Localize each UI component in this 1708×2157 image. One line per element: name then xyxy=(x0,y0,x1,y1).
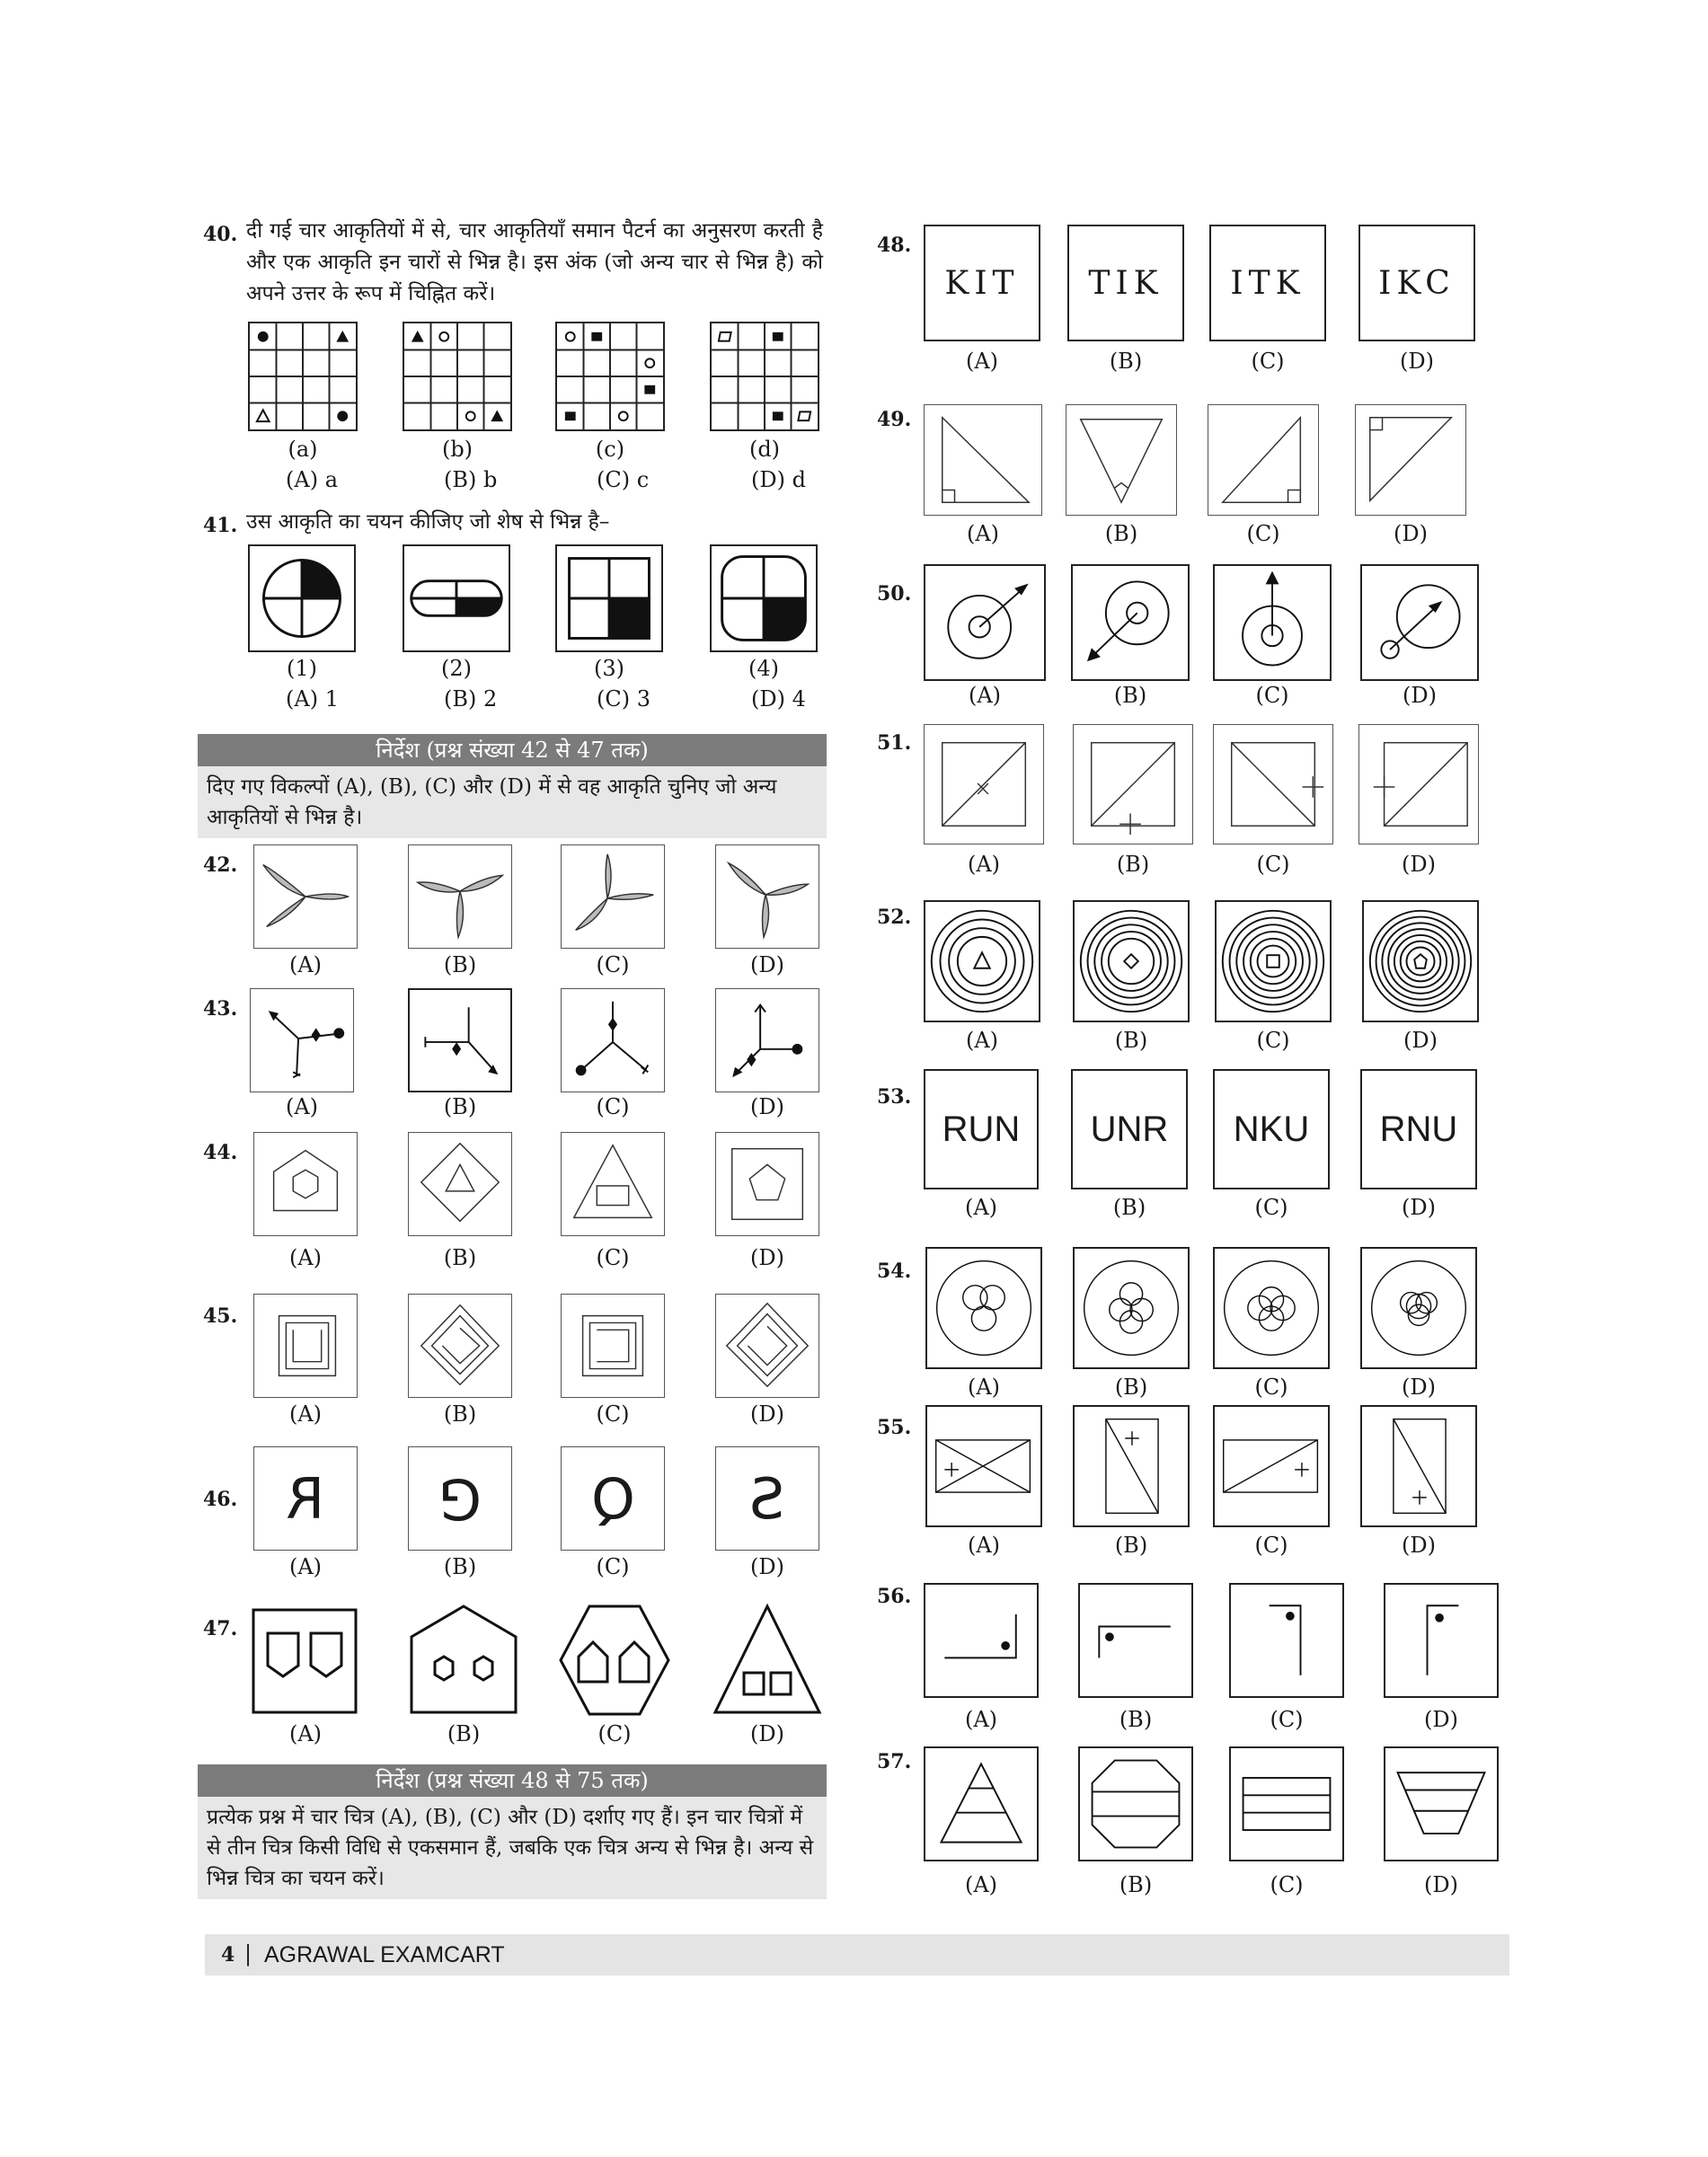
direction-body-42-47: दिए गए विकल्पों (A), (B), (C) और (D) में से वह आकृति चुनिए जो अन्य आकृतियों से भिन्न है। xyxy=(198,766,827,838)
q55-figure-c xyxy=(1213,1405,1330,1527)
q56-label-c[interactable]: (C) xyxy=(1270,1707,1304,1732)
q48-figure-a: KIT xyxy=(924,225,1040,341)
q54-figure-c xyxy=(1213,1247,1330,1369)
q49-label-b[interactable]: (B) xyxy=(1104,521,1138,546)
q57-label-a[interactable]: (A) xyxy=(964,1872,998,1897)
q48-figure-c: ITK xyxy=(1209,225,1326,341)
q56-number: 56. xyxy=(877,1585,912,1608)
q57-figure-c xyxy=(1229,1746,1344,1861)
q47-figure-d xyxy=(712,1603,823,1718)
q54-figure-b xyxy=(1073,1247,1190,1369)
q46-figure-b xyxy=(408,1446,512,1551)
q55-figure-b xyxy=(1073,1405,1190,1527)
q54-label-a[interactable]: (A) xyxy=(967,1375,1001,1400)
q51-figure-d xyxy=(1358,724,1479,844)
q56-figure-c xyxy=(1229,1583,1344,1698)
q52-figure-d xyxy=(1362,900,1479,1022)
q42-figure-d xyxy=(715,844,819,949)
q44-figure-a xyxy=(253,1132,358,1236)
q51-figure-a xyxy=(924,724,1044,844)
q47-label-d[interactable]: (D) xyxy=(750,1721,784,1746)
q53-label-d[interactable]: (D) xyxy=(1402,1195,1436,1220)
q56-label-a[interactable]: (A) xyxy=(964,1707,998,1732)
q43-figure-c xyxy=(561,988,665,1092)
page-number: 4 xyxy=(221,1943,235,1967)
q55-number: 55. xyxy=(877,1416,912,1439)
q52-label-d[interactable]: (D) xyxy=(1403,1028,1438,1053)
q41-label-4: (4) xyxy=(748,656,779,681)
q53-label-b[interactable]: (B) xyxy=(1112,1195,1146,1220)
q50-figure-c xyxy=(1213,564,1332,681)
q55-figure-d xyxy=(1360,1405,1477,1527)
q50-label-a[interactable]: (A) xyxy=(968,683,1002,708)
q43-figure-b xyxy=(408,988,512,1092)
q40-label-b: (b) xyxy=(441,437,473,462)
q53-label-c[interactable]: (C) xyxy=(1254,1195,1288,1220)
q49-label-d[interactable]: (D) xyxy=(1394,521,1428,546)
q47-label-b[interactable]: (B) xyxy=(447,1721,481,1746)
q40-figure-c xyxy=(555,322,665,431)
q44-label-c[interactable]: (C) xyxy=(596,1245,630,1270)
q40-option-b[interactable]: (B) b xyxy=(444,467,498,492)
q53-figure-c: NKU xyxy=(1213,1069,1330,1189)
q57-figure-b xyxy=(1078,1746,1193,1861)
q46-label-a[interactable]: (A) xyxy=(288,1554,323,1579)
q42-figure-a xyxy=(253,844,358,949)
q42-figure-c xyxy=(561,844,665,949)
q42-label-c[interactable]: (C) xyxy=(596,952,630,977)
q45-label-c[interactable]: (C) xyxy=(596,1401,630,1427)
direction-body-48-75: प्रत्येक प्रश्न में चार चित्र (A), (B), (C) और (D) दर्शाए गए हैं। इन चार चित्रों में से तीन चित्र किसी विधि से एकसमान हैं, जबकि एक चित्र अन्य से भिन्न है। अन्य से भिन्न चित्र का चयन करें। xyxy=(198,1797,827,1899)
q41-label-1: (1) xyxy=(287,656,317,681)
q52-number: 52. xyxy=(877,906,912,929)
q46-figure-c xyxy=(561,1446,665,1551)
brand-logo: AGRAWAL EXAMCART xyxy=(264,1942,505,1967)
q56-figure-b xyxy=(1078,1583,1193,1698)
q42-label-d[interactable]: (D) xyxy=(750,952,784,977)
q47-label-a[interactable]: (A) xyxy=(288,1721,323,1746)
q57-number: 57. xyxy=(877,1750,912,1773)
q42-label-b[interactable]: (B) xyxy=(443,952,477,977)
q53-figure-d: RNU xyxy=(1360,1069,1477,1189)
q51-number: 51. xyxy=(877,731,912,755)
q44-label-b[interactable]: (B) xyxy=(443,1245,477,1270)
q52-label-a[interactable]: (A) xyxy=(965,1028,999,1053)
q46-number: 46. xyxy=(203,1488,238,1511)
q53-figure-b: UNR xyxy=(1071,1069,1188,1189)
q44-label-d[interactable]: (D) xyxy=(750,1245,784,1270)
q41-text: उस आकृति का चयन कीजिए जो शेष से भिन्न है– xyxy=(246,510,610,534)
direction-header-48-75: निर्देश (प्रश्न संख्या 48 से 75 तक) xyxy=(198,1764,827,1797)
q41-figure-2 xyxy=(403,544,510,652)
q41-figure-4 xyxy=(710,544,818,652)
q46-label-d[interactable]: (D) xyxy=(750,1554,784,1579)
q51-label-b[interactable]: (B) xyxy=(1116,852,1150,877)
q43-figure-a xyxy=(250,988,354,1092)
q54-figure-d xyxy=(1360,1247,1477,1369)
q57-label-b[interactable]: (B) xyxy=(1119,1872,1153,1897)
q40-option-a[interactable]: (A) a xyxy=(286,467,338,492)
q44-figure-c xyxy=(561,1132,665,1236)
q47-figure-c xyxy=(557,1603,672,1718)
q49-label-c[interactable]: (C) xyxy=(1246,521,1280,546)
q55-figure-a xyxy=(925,1405,1042,1527)
q49-figure-c xyxy=(1208,404,1319,516)
q46-figure-a xyxy=(253,1446,358,1551)
q42-figure-b xyxy=(408,844,512,949)
q46-glyph-a: R xyxy=(286,1465,325,1532)
q47-figure-a xyxy=(250,1606,361,1718)
q46-label-b[interactable]: (B) xyxy=(443,1554,477,1579)
q54-figure-a xyxy=(925,1247,1042,1369)
q51-label-a[interactable]: (A) xyxy=(967,852,1001,877)
q57-label-c[interactable]: (C) xyxy=(1270,1872,1304,1897)
q54-label-d[interactable]: (D) xyxy=(1402,1375,1436,1400)
q49-number: 49. xyxy=(877,408,912,431)
q52-label-c[interactable]: (C) xyxy=(1256,1028,1290,1053)
q54-label-c[interactable]: (C) xyxy=(1254,1375,1288,1400)
q50-label-d[interactable]: (D) xyxy=(1403,683,1437,708)
q40-label-d: (d) xyxy=(748,437,781,462)
q40-label-c: (c) xyxy=(595,437,625,462)
q48-label-b[interactable]: (B) xyxy=(1109,349,1143,374)
q55-label-c[interactable]: (C) xyxy=(1254,1533,1288,1558)
q43-figure-d xyxy=(715,988,819,1092)
q46-figure-d xyxy=(715,1446,819,1551)
q48-figure-d: IKC xyxy=(1358,225,1475,341)
q56-label-d[interactable]: (D) xyxy=(1424,1707,1458,1732)
q56-figure-d xyxy=(1384,1583,1499,1698)
q41-number: 41. xyxy=(203,514,238,537)
q45-label-a[interactable]: (A) xyxy=(288,1401,323,1427)
q43-number: 43. xyxy=(203,997,238,1021)
direction-header-42-47: निर्देश (प्रश्न संख्या 42 से 47 तक) xyxy=(198,734,827,766)
q44-figure-d xyxy=(715,1132,819,1236)
q51-figure-b xyxy=(1073,724,1193,844)
q45-figure-b xyxy=(408,1294,512,1398)
q55-label-d[interactable]: (D) xyxy=(1402,1533,1436,1558)
q52-label-b[interactable]: (B) xyxy=(1114,1028,1148,1053)
q53-figure-a: RUN xyxy=(924,1069,1039,1189)
q45-label-d[interactable]: (D) xyxy=(750,1401,784,1427)
q47-figure-b xyxy=(408,1603,519,1718)
q40-text: दी गई चार आकृतियों में से, चार आकृतियाँ समान पैटर्न का अनुसरण करती है और एक आकृति इन चारों से भिन्न है। इस अंक (जो अन्य चार से भिन्न है) को अपने उत्तर के रूप में चिह्नित करें। xyxy=(246,219,823,305)
q48-figure-b: TIK xyxy=(1067,225,1184,341)
q57-figure-a xyxy=(924,1746,1039,1861)
q41-label-2: (2) xyxy=(441,656,472,681)
q45-figure-d xyxy=(715,1294,819,1398)
q42-number: 42. xyxy=(203,853,238,877)
q43-label-a[interactable]: (A) xyxy=(285,1094,319,1119)
q41-label-3: (3) xyxy=(594,656,624,681)
q52-figure-c xyxy=(1215,900,1332,1022)
q41-option-d[interactable]: (D) 4 xyxy=(751,686,806,712)
q45-figure-c xyxy=(561,1294,665,1398)
q50-figure-a xyxy=(924,564,1046,681)
q49-figure-d xyxy=(1355,404,1466,516)
q48-label-c[interactable]: (C) xyxy=(1251,349,1285,374)
q49-figure-a xyxy=(924,404,1042,516)
q44-label-a[interactable]: (A) xyxy=(288,1245,323,1270)
q46-glyph-c: Q xyxy=(590,1465,635,1532)
q41-figure-1 xyxy=(248,544,356,652)
q41-option-b[interactable]: (B) 2 xyxy=(444,686,498,712)
q41-option-a[interactable]: (A) 1 xyxy=(286,686,339,712)
q47-number: 47. xyxy=(203,1617,238,1640)
q50-label-b[interactable]: (B) xyxy=(1113,683,1147,708)
q56-label-b[interactable]: (B) xyxy=(1119,1707,1153,1732)
q50-figure-b xyxy=(1071,564,1190,681)
q40-figure-a xyxy=(248,322,358,431)
q51-figure-c xyxy=(1213,724,1333,844)
q45-number: 45. xyxy=(203,1304,238,1328)
q52-figure-b xyxy=(1073,900,1190,1022)
q44-number: 44. xyxy=(203,1141,238,1164)
q40-number: 40. xyxy=(203,223,238,246)
q41-option-c[interactable]: (C) 3 xyxy=(597,686,650,712)
q51-label-c[interactable]: (C) xyxy=(1256,852,1290,877)
q45-label-b[interactable]: (B) xyxy=(443,1401,477,1427)
q40-figure-b xyxy=(403,322,512,431)
page-footer xyxy=(205,1934,1509,1976)
q40-option-d[interactable]: (D) d xyxy=(751,467,806,492)
q46-label-c[interactable]: (C) xyxy=(596,1554,630,1579)
q57-figure-d xyxy=(1384,1746,1499,1861)
q49-label-a[interactable]: (A) xyxy=(966,521,1000,546)
q56-figure-a xyxy=(924,1583,1039,1698)
q48-number: 48. xyxy=(877,234,912,257)
q44-figure-b xyxy=(408,1132,512,1236)
q42-label-a[interactable]: (A) xyxy=(288,952,323,977)
q48-label-a[interactable]: (A) xyxy=(965,349,999,374)
q55-label-b[interactable]: (B) xyxy=(1114,1533,1148,1558)
q54-number: 54. xyxy=(877,1260,912,1283)
q55-label-a[interactable]: (A) xyxy=(967,1533,1001,1558)
q50-label-c[interactable]: (C) xyxy=(1255,683,1289,708)
q50-figure-d xyxy=(1360,564,1479,681)
q51-label-d[interactable]: (D) xyxy=(1402,852,1436,877)
q46-glyph-d: S xyxy=(749,1465,785,1532)
q50-number: 50. xyxy=(877,582,912,606)
q40-option-c[interactable]: (C) c xyxy=(597,467,650,492)
q41-figure-3 xyxy=(555,544,663,652)
q57-label-d[interactable]: (D) xyxy=(1424,1872,1458,1897)
q54-label-b[interactable]: (B) xyxy=(1114,1375,1148,1400)
q52-figure-a xyxy=(924,900,1040,1022)
footer-divider: | xyxy=(244,1941,252,1967)
q47-label-c[interactable]: (C) xyxy=(597,1721,632,1746)
q46-glyph-b: G xyxy=(438,1465,482,1532)
q49-figure-b xyxy=(1066,404,1177,516)
q53-label-a[interactable]: (A) xyxy=(964,1195,998,1220)
q43-label-d[interactable]: (D) xyxy=(750,1094,784,1119)
q40-label-a: (a) xyxy=(288,437,318,462)
q48-label-d[interactable]: (D) xyxy=(1400,349,1434,374)
q43-label-b[interactable]: (B) xyxy=(443,1094,477,1119)
q45-figure-a xyxy=(253,1294,358,1398)
q40-figure-d xyxy=(710,322,819,431)
q43-label-c[interactable]: (C) xyxy=(596,1094,630,1119)
q53-number: 53. xyxy=(877,1085,912,1109)
